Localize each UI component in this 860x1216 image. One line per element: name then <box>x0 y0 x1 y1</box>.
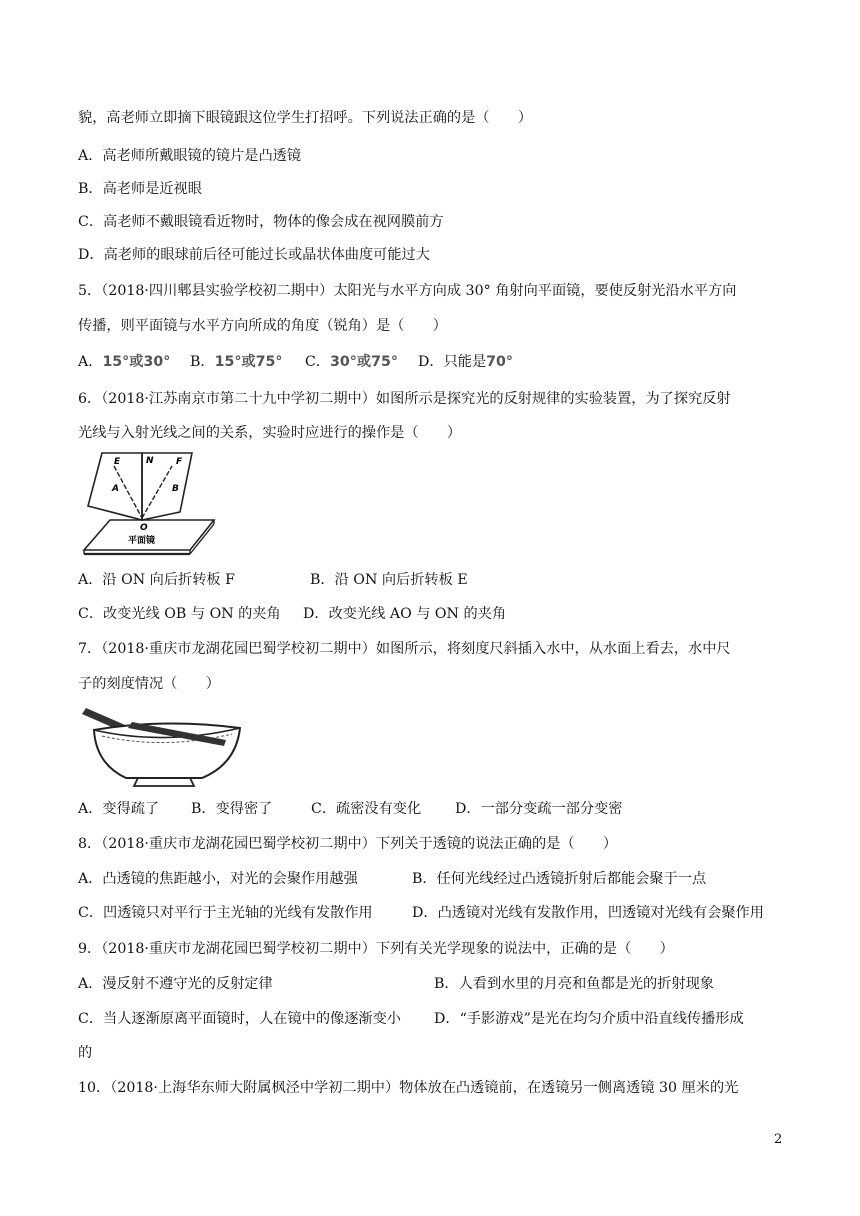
q6-stem-line1: 6．（2018·江苏南京市第二十九中学初二期中）如图所示是探究光的反射规律的实验装置，为了探究反射 <box>78 391 731 407</box>
page-number: 2 <box>774 1132 783 1147</box>
q9-stem-line1: 9．（2018·重庆市龙湖花园巴蜀学校初二期中）下列有关光学现象的说法中，正确的是（ ） <box>78 941 674 957</box>
q9-option-d: D．“手影游戏”是光在均匀介质中沿直线传播形成 <box>434 1011 744 1027</box>
q5-option-c-prefix: C． <box>305 354 331 370</box>
q4-option-b: B．高老师是近视眼 <box>78 181 202 197</box>
label-f: F <box>176 457 183 467</box>
q5-stem-line1: 5．（2018·四川郫县实验学校初二期中）太阳光与水平方向成 30° 角射向平面镜，要使反射光沿水平方向 <box>78 283 737 299</box>
q5-option-a-prefix: A． <box>78 354 103 370</box>
q5-option-b-value: 15°或75° <box>214 354 283 370</box>
bowl-foot <box>134 778 194 786</box>
q4-stem-tail: 貌，高老师立即摘下眼镜跟这位学生打招呼。下列说法正确的是（ ） <box>78 110 533 126</box>
q4-option-a: A．高老师所戴眼镜的镜片是凸透镜 <box>78 148 302 164</box>
label-o: O <box>140 523 148 533</box>
q7-option-d: D．一部分变疏一部分变密 <box>455 801 623 817</box>
q8-option-b: B．任何光线经过凸透镜折射后都能会聚于一点 <box>412 871 707 887</box>
q5-option-c-value: 30°或75° <box>330 354 398 370</box>
q9-option-a: A．漫反射不遵守光的反射定律 <box>78 976 273 992</box>
q5-option-d <box>418 353 513 371</box>
q10-stem-line1: 10．（2018·上海华东师大附属枫泾中学初二期中）物体放在凸透镜前，在透镜另一侧离透镜 30 厘米的光 <box>78 1080 739 1096</box>
q6-option-b: B．沿 ON 向后折转板 E <box>310 572 468 588</box>
q5-option-b-prefix: B． <box>190 354 215 370</box>
q7-stem-line2: 子的刻度情况（ ） <box>78 676 220 692</box>
q8-option-c: C．凹透镜只对平行于主光轴的光线有发散作用 <box>78 905 373 921</box>
q6-stem-line2: 光线与入射光线之间的关系，实验时应进行的操作是（ ） <box>78 425 462 441</box>
q4-option-c: C．高老师不戴眼镜看近物时，物体的像会成在视网膜前方 <box>78 214 444 230</box>
q9-option-d-continued: 的 <box>78 1045 93 1061</box>
q5-option-a-value: 15°或30° <box>102 354 171 370</box>
reflection-apparatus-figure <box>80 450 218 558</box>
q6-option-a: A．沿 ON 向后折转板 F <box>78 572 235 588</box>
label-e: E <box>114 457 121 467</box>
q9-option-c: C．当人逐渐原离平面镜时，人在镜中的像逐渐变小 <box>78 1011 401 1027</box>
q5-option-d-value: 70° <box>486 354 513 370</box>
q7-option-c: C．疏密没有变化 <box>311 801 422 817</box>
q6-option-c: C．改变光线 OB 与 ON 的夹角 <box>78 606 281 622</box>
q5-option-b <box>190 353 283 371</box>
q9-option-b: B．人看到水里的月亮和鱼都是光的折射现象 <box>434 976 714 992</box>
q8-stem-line1: 8．（2018·重庆市龙湖花园巴蜀学校初二期中）下列关于透镜的说法正确的是（ ） <box>78 836 618 852</box>
q5-stem-line2: 传播，则平面镜与水平方向所成的角度（锐角）是（ ） <box>78 318 447 334</box>
reflected-ray-ob <box>142 466 172 518</box>
label-a: A <box>112 484 119 494</box>
q8-option-d: D．凸透镜对光线有发散作用，凹透镜对光线有会聚作用 <box>412 905 764 921</box>
q5-option-c <box>305 353 398 371</box>
q8-option-a: A．凸透镜的焦距越小，对光的会聚作用越强 <box>78 871 358 887</box>
label-n: N <box>146 456 154 466</box>
q6-option-d: D．改变光线 AO 与 ON 的夹角 <box>303 606 507 622</box>
q7-option-a: A．变得疏了 <box>78 801 160 817</box>
q7-stem-line1: 7．（2018·重庆市龙湖花园巴蜀学校初二期中）如图所示，将刻度尺斜插入水中，从水面上看去，水中尺 <box>78 641 731 657</box>
q4-option-d: D．高老师的眼球前后径可能过长或晶状体曲度可能过大 <box>78 247 430 263</box>
ruler-in-bowl-figure <box>80 706 248 790</box>
q5-option-a <box>78 353 170 371</box>
q5-option-d-prefix: D．只能是 <box>418 354 487 370</box>
label-b: B <box>172 484 179 494</box>
q7-option-b: B．变得密了 <box>191 801 273 817</box>
label-mirror: 平面镜 <box>128 536 156 546</box>
